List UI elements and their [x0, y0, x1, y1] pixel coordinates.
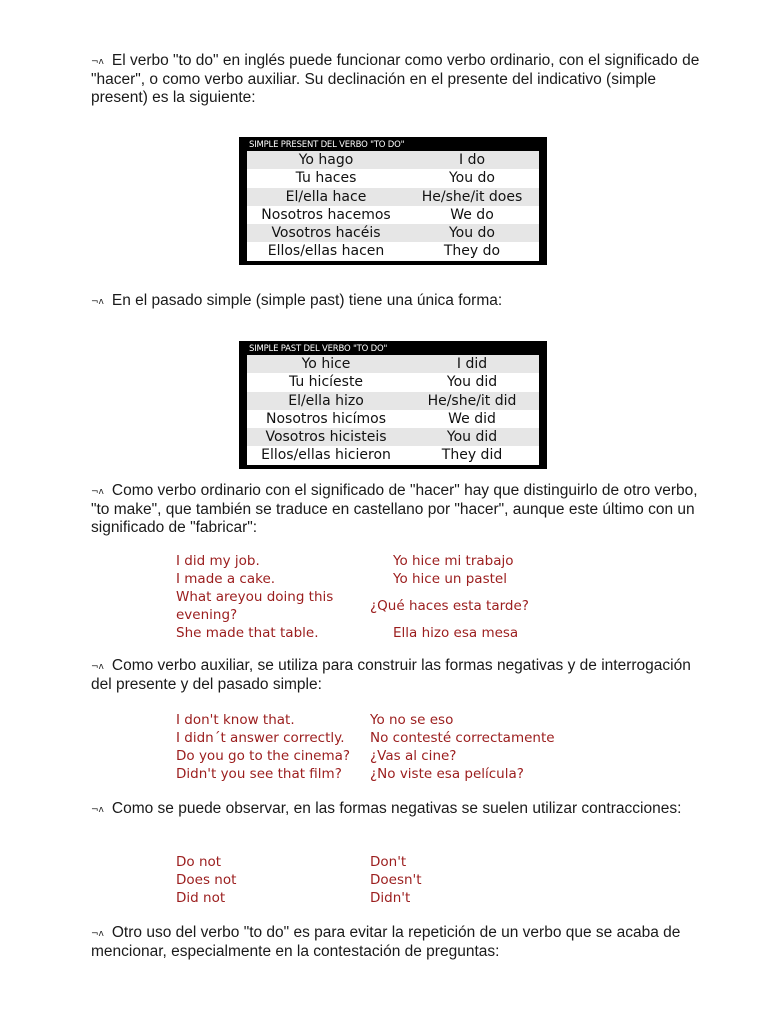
past-table — [239, 341, 547, 469]
present-table-spanish-cell: Ellos/ellas hacen — [267, 243, 385, 260]
past-table-english-cell: We did — [448, 410, 496, 427]
example-aux-english: Do you go to the cinema? — [176, 748, 351, 764]
bullet-icon: ¬ʌ — [91, 929, 104, 939]
bullet-icon: ¬ʌ — [91, 297, 104, 307]
example-aux-row — [176, 711, 555, 729]
example-make-row — [176, 570, 529, 588]
contraction-spanish: Didn't — [370, 890, 411, 906]
paragraph-1-text: El verbo "to do" en inglés puede funcionar como verbo ordinario, con el significado de "hacer", o como verbo auxiliar. Su declinación en el presente del indicativo (simple present) es la siguiente: — [91, 52, 700, 106]
contraction-row — [176, 871, 422, 889]
past-table-english-cell: You did — [446, 429, 498, 446]
contraction-english: Did not — [176, 890, 226, 906]
bullet-icon: ¬ʌ — [91, 805, 104, 815]
example-aux-english: I don't know that. — [176, 712, 295, 728]
past-table-english-cell: He/she/it did — [427, 392, 517, 409]
example-make-english: She made that table. — [176, 625, 319, 641]
present-table-row — [247, 151, 539, 169]
past-table-spanish-cell: Yo hice — [301, 356, 351, 372]
paragraph-3 — [91, 482, 711, 537]
present-table — [239, 137, 547, 265]
paragraph-1 — [91, 52, 711, 107]
examples-auxiliary — [176, 711, 555, 783]
present-table-english-cell: They do — [443, 243, 501, 260]
example-aux-row — [176, 747, 555, 765]
present-table-row — [247, 206, 539, 224]
contractions-list — [176, 853, 422, 907]
present-table-row — [247, 188, 539, 206]
contraction-spanish: Don't — [370, 854, 407, 870]
present-table-row — [247, 224, 539, 242]
present-table-english-cell: You do — [448, 170, 496, 187]
past-table-spanish-cell: Tu hicíeste — [288, 374, 364, 391]
example-make-english: What areyou doing this evening? — [176, 589, 334, 623]
example-make-spanish: Yo hice un pastel — [393, 571, 507, 587]
contraction-row — [176, 853, 422, 871]
past-table-spanish-cell: Nosotros hicímos — [266, 410, 386, 427]
example-aux-english: Didn't you see that film? — [176, 766, 342, 782]
present-table-english-cell: He/she/it does — [421, 188, 523, 205]
bullet-icon: ¬ʌ — [91, 662, 104, 672]
paragraph-6 — [91, 924, 711, 961]
past-table-english-cell: They did — [441, 447, 503, 464]
example-aux-row — [176, 729, 555, 747]
example-make-row — [176, 624, 529, 642]
contraction-english: Does not — [176, 872, 237, 888]
paragraph-3-text: Como verbo ordinario con el significado de "hacer" hay que distinguirlo de otro verbo, "to make", que también se traduce en castellano por "hacer", aunque este último con un significado de "fabricar": — [91, 482, 698, 536]
present-table-english-cell: I do — [458, 152, 486, 168]
past-table-english-cell: You did — [446, 374, 498, 391]
paragraph-5 — [91, 800, 711, 819]
example-make-row — [176, 588, 529, 624]
contraction-spanish: Doesn't — [370, 872, 422, 888]
past-table-english-cell: I did — [456, 356, 488, 372]
present-table-spanish-cell: Yo hago — [298, 152, 354, 168]
present-table-spanish-cell: Nosotros hacemos — [261, 206, 391, 223]
example-make-row — [176, 552, 529, 570]
example-aux-spanish: ¿Vas al cine? — [370, 748, 457, 764]
past-table-title: SIMPLE PAST DEL VERBO "TO DO" — [249, 344, 388, 354]
contraction-row — [176, 889, 422, 907]
examples-make — [176, 552, 529, 642]
example-make-spanish: Yo hice mi trabajo — [393, 553, 514, 569]
example-aux-spanish: No contesté correctamente — [370, 730, 555, 746]
example-aux-spanish: Yo no se eso — [370, 712, 454, 728]
example-aux-row — [176, 765, 555, 783]
past-table-spanish-cell: Ellos/ellas hicieron — [261, 447, 391, 464]
paragraph-4-text: Como verbo auxiliar, se utiliza para construir las formas negativas y de interrogación del presente y del pasado simple: — [91, 657, 691, 693]
example-aux-spanish: ¿No viste esa película? — [370, 766, 524, 782]
paragraph-4 — [91, 657, 711, 694]
present-table-english-cell: We do — [450, 206, 494, 223]
bullet-icon: ¬ʌ — [91, 487, 104, 497]
bullet-icon: ¬ʌ — [91, 57, 104, 67]
example-make-spanish: Ella hizo esa mesa — [393, 625, 519, 641]
past-table-row — [247, 410, 539, 428]
past-table-row — [247, 392, 539, 410]
paragraph-5-text: Como se puede observar, en las formas negativas se suelen utilizar contracciones: — [111, 800, 682, 817]
present-table-spanish-cell: Vosotros hacéis — [271, 225, 381, 242]
past-table-spanish-cell: El/ella hizo — [288, 392, 364, 409]
past-table-spanish-cell: Vosotros hicisteis — [265, 429, 387, 446]
example-make-english: I did my job. — [176, 553, 260, 569]
past-table-row — [247, 428, 539, 446]
present-table-title: SIMPLE PRESENT DEL VERBO "TO DO" — [249, 140, 405, 150]
paragraph-2 — [91, 292, 711, 311]
paragraph-6-text: Otro uso del verbo "to do" es para evitar la repetición de un verbo que se acaba de mencionar, especialmente en la contestación de preguntas: — [91, 924, 681, 960]
present-table-spanish-cell: El/ella hace — [285, 188, 367, 205]
example-make-spanish: ¿Qué haces esta tarde? — [370, 598, 529, 614]
present-table-row — [247, 169, 539, 187]
example-aux-english: I didn´t answer correctly. — [176, 730, 345, 746]
past-table-row — [247, 355, 539, 373]
contraction-english: Do not — [176, 854, 222, 870]
present-table-english-cell: You do — [448, 225, 496, 242]
present-table-spanish-cell: Tu haces — [295, 170, 357, 187]
present-table-row — [247, 242, 539, 260]
past-table-row — [247, 373, 539, 391]
example-make-english: I made a cake. — [176, 571, 276, 587]
paragraph-2-text: En el pasado simple (simple past) tiene una única forma: — [111, 292, 503, 309]
past-table-row — [247, 446, 539, 464]
